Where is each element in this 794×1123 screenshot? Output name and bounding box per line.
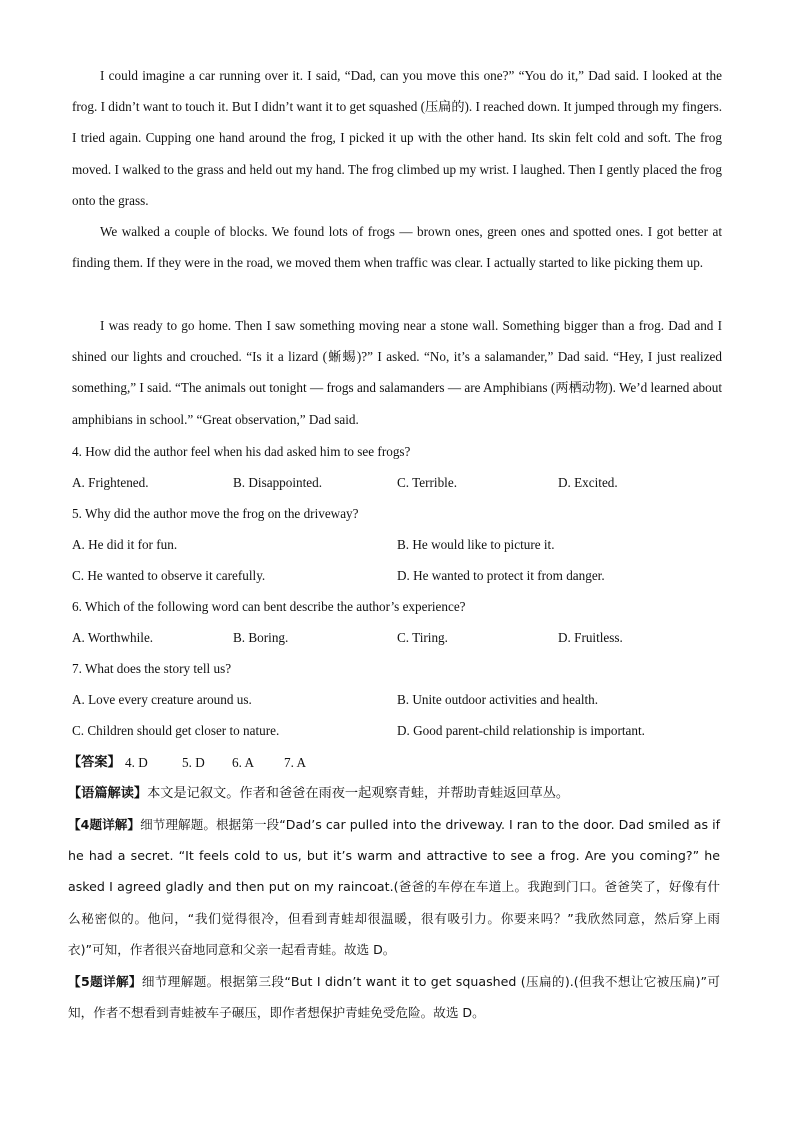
question-7-options-row2 <box>72 721 722 741</box>
detail-4-label: 【4题详解】 <box>68 817 141 832</box>
option-d: D. Fruitless. <box>558 630 623 645</box>
option-b: B. Unite outdoor activities and health. <box>397 692 599 707</box>
detail-5-text: 细节理解题。根据第三段“But I didn’t want it to get squashed (压扁的).(但我不想让它被压扁)”可知，作者不想看到青蛙被车子碾压，即作者想保护青蛙免受危险。故选 D。 <box>68 974 720 1021</box>
question-5-options-row2 <box>72 566 722 586</box>
passage-paragraph-1: I could imagine a car running over it. I said, “Dad, can you move this one?” “You do it,” Dad said. I looked at the frog. I didn’t want to touch it. But I didn’t want it to get squashed (压扁的). I reached down. It jumped through my fingers. I tried again. Cupping one hand around the frog, I picked it up with the other hand. Its skin felt cold and soft. The frog moved. I walked to the grass and held out my hand. The frog climbed up my wrist. I laughed. Then I gently placed the frog onto the grass. <box>72 68 722 208</box>
question-7-options-row1 <box>72 690 722 710</box>
analysis-text: 本文是记叙文。作者和爸爸在雨夜一起观察青蛙，并帮助青蛙返回草丛。 <box>147 786 570 801</box>
analysis-label: 【语篇解读】 <box>68 786 148 801</box>
question-5-explanation <box>68 966 720 1028</box>
question-6-stem: 6. Which of the following word can bent describe the author’s experience? <box>72 599 466 614</box>
question-6-options <box>72 628 722 648</box>
detail-4-text: 细节理解题。根据第一段“Dad’s car pulled into the driveway. I ran to the door. Dad smiled as if he had a secret. “It feels cold to us, but it’s warm and attractive to see a frog. Are you coming?” he asked I agreed gladly and then put on my raincoat.(爸爸的车停在车道上。我跑到门口。爸爸笑了，好像有什么秘密似的。他问，“我们觉得很冷，但看到青蛙却很温暖，很有吸引力。你要来吗？”我欣然同意，然后穿上雨衣)”可知，作者很兴奋地同意和父亲一起看青蛙。故选 D。 <box>68 817 721 957</box>
passage-paragraph-2: We walked a couple of blocks. We found lots of frogs — brown ones, green ones and spotted ones. I got better at finding them. If they were in the road, we moved them when traffic was clear. I actually started to like picking them up. <box>72 224 722 271</box>
answer-item: 5. D <box>182 755 205 770</box>
option-d: D. Good parent-child relationship is important. <box>397 723 645 738</box>
question-4-options <box>72 473 722 493</box>
answer-item: 7. A <box>284 755 306 770</box>
passage-analysis <box>68 778 720 809</box>
option-d: D. He wanted to protect it from danger. <box>397 568 605 583</box>
option-c: C. Tiring. <box>397 630 448 645</box>
option-a: A. Love every creature around us. <box>72 692 252 707</box>
option-c: C. He wanted to observe it carefully. <box>72 568 266 583</box>
answer-item: 4. D <box>125 755 148 770</box>
answer-item: 6. A <box>232 755 254 770</box>
question-4-explanation <box>68 809 720 965</box>
option-c: C. Children should get closer to nature. <box>72 723 280 738</box>
option-b: B. Boring. <box>233 630 289 645</box>
question-5-options-row1 <box>72 535 722 555</box>
option-d: D. Excited. <box>558 475 618 490</box>
question-4-stem: 4. How did the author feel when his dad asked him to see frogs? <box>72 444 411 459</box>
option-b: B. Disappointed. <box>233 475 323 490</box>
option-b: B. He would like to picture it. <box>397 537 555 552</box>
option-a: A. Frightened. <box>72 475 149 490</box>
question-5-stem: 5. Why did the author move the frog on the driveway? <box>72 506 359 521</box>
option-a: A. He did it for fun. <box>72 537 178 552</box>
detail-5-label: 【5题详解】 <box>68 974 142 989</box>
answer-line <box>68 753 718 773</box>
option-c: C. Terrible. <box>397 475 457 490</box>
answer-label: 【答案】 <box>68 755 121 770</box>
question-7-stem: 7. What does the story tell us? <box>72 661 232 676</box>
option-a: A. Worthwhile. <box>72 630 154 645</box>
passage-paragraph-3: I was ready to go home. Then I saw something moving near a stone wall. Something bigger than a frog. Dad and I shined our lights and crouched. “Is it a lizard (蜥蜴)?” I asked. “No, it’s a salamander,” Dad said. “Hey, I just realized something,” I said. “The animals out tonight — frogs and salamanders — are Amphibians (两栖动物). We’d learned about amphibians in school.” “Great observation,” Dad said. <box>72 318 722 427</box>
